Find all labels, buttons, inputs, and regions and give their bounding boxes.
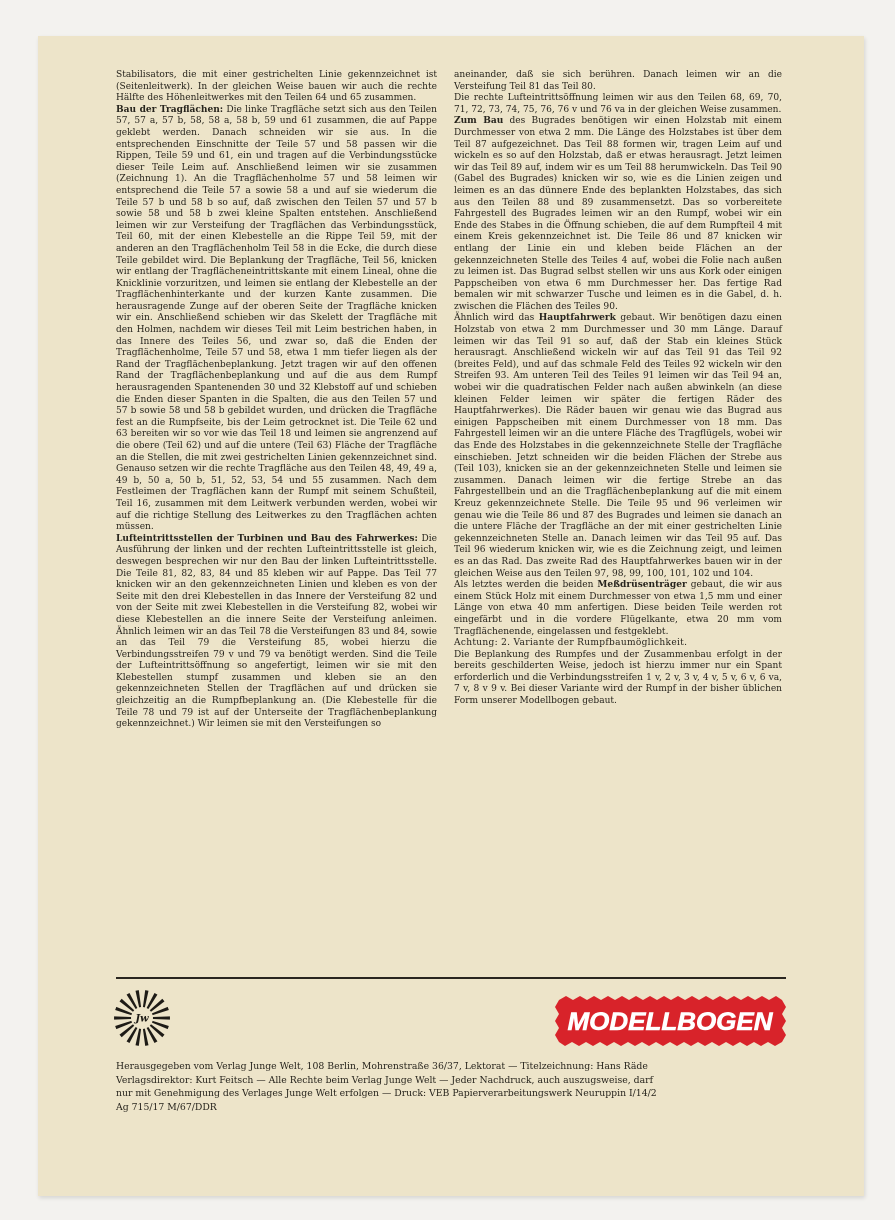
- paragraph: Achtung: 2. Variante der Rumpfbaumöglichkeit.: [454, 638, 688, 649]
- imprint-line: Verlagsdirektor: Kurt Feitsch — Alle Rechte beim Verlag Junge Welt — Jeder Nachdruck, auch auszugsweise, darf: [116, 1074, 654, 1086]
- booklet-page: [38, 36, 864, 1196]
- left-text-column: [116, 70, 437, 731]
- sun-ray: [143, 990, 149, 1007]
- paragraph: Bau der Tragflächen: Die linke Tragfläche setzt sich aus den Teilen 57, 57 a, 57 b, 58, 58 a, 58 b, 59 und 61 zusammen, die auf Pappe geklebt werden. Danach schneiden wir sie aus. In die entsprechenden Einschnitte der Teile 57 und 58 passen wir die Rippen, Teile 59 und 61, ein und tragen auf die Verbindungsstücke dieser Teile Leim auf. Anschließend leimen wir sie zusammen (Zeichnung 1). An die Tragflächenholme 57 und 58 leimen wir entsprechend die Teile 57 a sowie 58 a und auf sie wiederum die Teile 57 b und 58 b so auf, daß zwischen den Teilen 57 und 57 b sowie 58 und 58 b zwei kleine Spalten entstehen. Anschließend leimen wir zur Versteifung der Tragflächen das Verbindungsstück, Teil 60, mit der einen Klebestelle an die Rippe Teil 59, mit der anderen an den Tragflächenholm Teil 58 in die Ecke, die durch diese Teile gebildet wird. Die Beplankung der Tragfläche, Teil 56, knicken wir entlang der Tragflächeneintrittskante mit einem Lineal, ohne die Knicklinie vorzuritzen, und leimen sie entlang der Klebestelle an der Tragflächenhinterkante und der kurzen Kante zusammen. Die herausragende Zunge auf der oberen Seite der Tragfläche knicken wir ein. Anschließend schieben wir das Skelett der Tragfläche mit den Holmen, nachdem wir dieses Teil mit Leim bestrichen haben, in das Innere des Teiles 56, und zwar so, daß die Enden der Tragflächenholme, Teile 57 und 58, etwa 1 mm tiefer liegen als der Rand der Tragflächenbeplankung. Jetzt tragen wir auf den offenen Rand der Tragflächenbeplankung und auf die aus dem Rumpf herausragenden Spantenenden 30 und 32 Klebstoff auf und schieben die Enden dieser Spanten in die Spalten, die aus den Teilen 57 und 57 b sowie 58 und 58 b gebildet wurden, und drücken die Tragfläche fest an die Rumpfseite, bis der Leim getrocknet ist. Die Teile 62 und 63 bereiten wir so vor wie das Teil 18 und leimen sie angrenzend auf die obere (Teil 62) und auf die untere (Teil 63) Fläche der Tragfläche an die Stellen, die mit zwei gestrichelten Linien gekennzeichnet sind. Genauso setzen wir die rechte Tragfläche aus den Teilen 48, 49, 49 a, 49 b, 50 a, 50 b, 51, 52, 53, 54 und 55 zusammen. Nach dem Festleimen der Tragflächen kann der Rumpf mit seinem Schußteil, Teil 16, zusammen mit dem Leitwerk verbunden werden, wobei wir auf die richtige Stellung des Leitwerkes zu den Tragflächen achten müssen.: [116, 104, 437, 533]
- sun-ray: [135, 990, 141, 1007]
- paragraph: Als letztes werden die beiden Meßdrüsenträger gebaut, die wir aus einem Stück Holz mit einem Durchmesser von etwa 1,5 mm und einer Länge von etwa 40 mm anfertigen. Diese beiden Teile werden rot eingefärbt und in die vordere Flügelkante, etwa 20 mm vom Tragflächenende, eingelassen und festgeklebt.: [454, 580, 782, 637]
- junge-welt-sun-logo: [112, 988, 172, 1048]
- imprint: [116, 1060, 792, 1114]
- divider-rule: [116, 977, 786, 979]
- right-text-column: [454, 70, 782, 708]
- publisher-logo-letters: Jw: [135, 1013, 149, 1025]
- paragraph: Stabilisators, die mit einer gestrichelten Linie gekennzeichnet ist (Seitenleitwerk). In der gleichen Weise bauen wir auch die rechte Hälfte des Höhenleitwerkes mit den Teilen 64 und 65 zusammen.: [116, 70, 437, 104]
- modellbogen-logo: [553, 992, 788, 1050]
- paragraph: Die rechte Lufteintrittsöffnung leimen wir aus den Teilen 68, 69, 70, 71, 72, 73, 74, 75, 76, 76 v und 76 va in der gleichen Weise zusammen.: [454, 93, 782, 115]
- sun-ray: [143, 1029, 149, 1046]
- imprint-line: Ag 715/17 M/67/DDR: [116, 1101, 217, 1113]
- paragraph: Ähnlich wird das Hauptfahrwerk gebaut. Wir benötigen dazu einen Holzstab von etwa 2 mm Durchmesser und 30 mm Länge. Darauf leimen wir das Teil 91 so auf, daß der Stab ein kleines Stück herausragt. Anschließend wickeln wir auf das Teil 91 das Teil 92 (breites Feld), und auf das schmale Feld des Teiles 92 wickeln wir den Streifen 93. Am unteren Teil des Teiles 91 leimen wir das Teil 94 an, wobei wir die quadratischen Felder nach außen abwinkeln (an diese kleinen Felder leimen wir später die fertigen Räder des Hauptfahrwerkes). Die Räder bauen wir genau wie das Bugrad aus einigen Pappscheiben mit einem Durchmesser von 18 mm. Das Fahrgestell leimen wir an die untere Fläche des Tragflügels, wobei wir das Ende des Holzstabes in die gekennzeichnete Stelle der Tragfläche einschieben. Jetzt schneiden wir die beiden Flächen der Strebe aus (Teil 103), knicken sie an der gekennzeichneten Stelle und leimen sie zusammen. Danach leimen wir die fertige Strebe an das Fahrgestellbein und an die Tragflächenbeplankung auf die mit einem Kreuz gekennzeichnete Stelle. Die Teile 95 und 96 verleimen wir genau wie die Teile 86 und 87 des Bugrades und leimen sie danach an die untere Fläche der Tragfläche an der mit einer gestrichelten Linie gekennzeichneten Stelle an. Danach leimen wir das Teil 95 auf. Das Teil 96 wiederum knicken wir, wie es die Zeichnung zeigt, und leimen es an das Rad. Das zweite Rad des Hauptfahrwerkes bauen wir in der gleichen Weise aus den Teilen 97, 98, 99, 100, 101, 102 und 104.: [454, 313, 783, 579]
- paragraph: aneinander, daß sie sich berühren. Danach leimen wir an die Versteifung Teil 81 das Teil 80.: [454, 70, 782, 92]
- sun-ray: [153, 1016, 170, 1019]
- modellbogen-wordmark: MODELLBOGEN: [567, 1008, 774, 1036]
- sun-ray: [114, 1016, 131, 1019]
- section-heading: Bau der Tragflächen:: [116, 104, 224, 115]
- imprint-line: Herausgegeben vom Verlag Junge Welt, 108 Berlin, Mohrenstraße 36/37, Lektorat — Titelzeichnung: Hans Räde: [116, 1061, 648, 1072]
- section-heading: Zum Bau: [454, 116, 504, 127]
- paragraph: Die Beplankung des Rumpfes und der Zusammenbau erfolgt in der bereits geschilderten Weise, jedoch ist hierzu immer nur ein Spant erforderlich und die Verbindungsstreifen 1 v, 2 v, 3 v, 4 v, 5 v, 6 v, 6 va, 7 v, 8 v 9 v. Bei dieser Variante wird der Rumpf in der bisher üblichen Form unserer Modellbogen gebaut.: [454, 649, 782, 707]
- section-heading: Lufteintrittsstellen der Turbinen und Bau des Fahrwerkes:: [116, 533, 418, 544]
- paragraph: Lufteintrittsstellen der Turbinen und Bau des Fahrwerkes: Die Ausführung der linken und der rechten Lufteintrittsstelle ist gleich, deswegen besprechen wir nur den Bau der linken Lufteintrittsstelle. Die Teile 81, 82, 83, 84 und 85 kleben wir auf Pappe. Das Teil 77 knicken wir an den gekennzeichneten Linien und kleben es von der Seite mit den drei Klebestellen in das Innere der Versteifung 82 und von der Seite mit zwei Klebestellen in die Versteifung 82, wobei wir diese Klebestellen an die innere Seite der Versteifung anleimen. Ähnlich leimen wir an das Teil 78 die Versteifungen 83 und 84, sowie an das Teil 79 die Versteifung 85, wobei hierzu die Verbindungsstreifen 79 v und 79 va benötigt werden. Sind die Teile der Lufteintrittsöffnung so angefertigt, leimen wir sie mit den Klebestellen stumpf zusammen und kleben sie an den gekennzeichneten Stellen der Tragflächen auf und drücken sie gleichzeitig an die Rumpfbeplankung an. (Die Klebestelle für die Teile 78 und 79 ist auf der Unterseite der Tragflächenbeplankung gekennzeichnet.) Wir leimen sie mit den Versteifungen so: [116, 533, 437, 730]
- section-heading: Hauptfahrwerk: [538, 313, 616, 324]
- paragraph: Zum Bau des Bugrades benötigen wir einen Holzstab mit einem Durchmesser von etwa 2 mm. Die Länge des Holzstabes ist über dem Teil 87 aufgezeichnet. Das Teil 88 formen wir, tragen Leim auf und wickeln es so auf den Holzstab, daß er etwas herausragt. Jetzt leimen wir das Teil 89 auf, indem wir es um Teil 88 herumwickeln. Das Teil 90 (Gabel des Bugrades) knicken wir so, wie es die Linien zeigen und leimen es an das dünnere Ende des beplankten Holzstabes, das sich aus den Teilen 88 und 89 zusammensetzt. Das so vorbereitete Fahrgestell des Bugrades leimen wir an den Rumpf, wobei wir ein Ende des Stabes in die Öffnung schieben, die auf dem Rumpfteil 4 mit einem Kreis gekennzeichnet ist. Die Teile 86 und 87 knicken wir entlang der Linie ein und kleben beide Flächen an der gekennzeichneten Stelle des Teiles 4 auf, wobei die Folie nach außen zu leimen ist. Das Bugrad selbst stellen wir uns aus Kork oder einigen Pappscheiben von etwa 6 mm Durchmesser her. Das fertige Rad bemalen wir mit schwarzer Tusche und leimen es in die Gabel, d. h. zwischen die Flächen des Teiles 90.: [454, 116, 782, 312]
- imprint-line: nur mit Genehmigung des Verlages Junge Welt erfolgen — Druck: VEB Papierverarbeitungswerk Neuruppin I/14/2: [116, 1088, 657, 1100]
- sun-ray: [135, 1029, 141, 1046]
- section-heading: Meßdrüsenträger: [597, 580, 687, 591]
